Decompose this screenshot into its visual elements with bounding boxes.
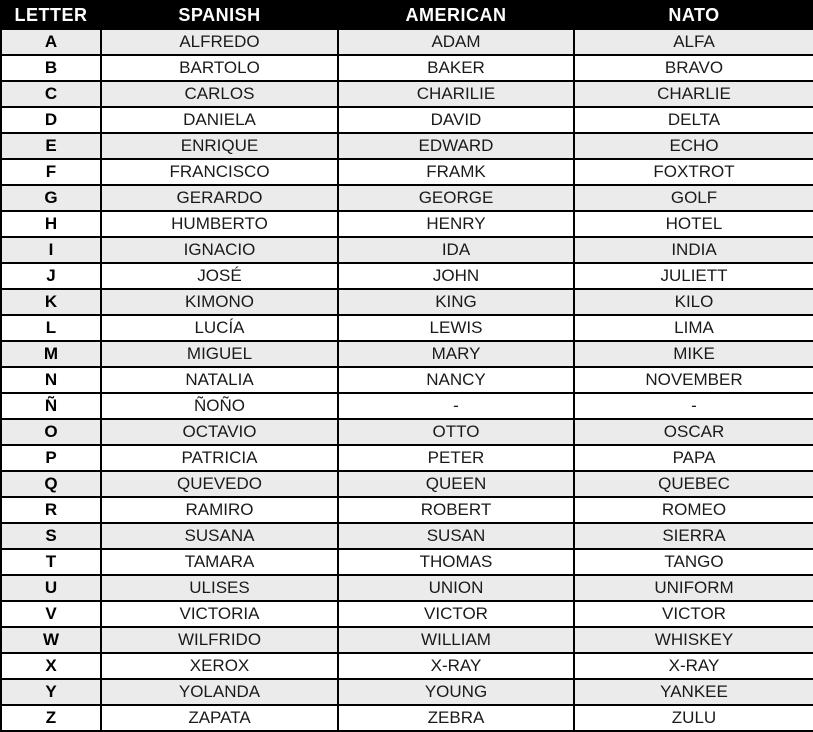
spanish-cell: GERARDO — [101, 185, 338, 211]
spanish-cell: ALFREDO — [101, 29, 338, 55]
nato-cell: JULIETT — [574, 263, 813, 289]
american-cell: UNION — [338, 575, 574, 601]
letter-cell: R — [1, 497, 101, 523]
table-row — [1, 263, 813, 289]
american-cell: WILLIAM — [338, 627, 574, 653]
nato-cell: LIMA — [574, 315, 813, 341]
table-row — [1, 575, 813, 601]
spanish-cell: HUMBERTO — [101, 211, 338, 237]
american-cell: SUSAN — [338, 523, 574, 549]
american-cell: OTTO — [338, 419, 574, 445]
table-row — [1, 601, 813, 627]
table-row — [1, 81, 813, 107]
nato-cell: BRAVO — [574, 55, 813, 81]
nato-cell: ZULU — [574, 705, 813, 731]
american-cell: LEWIS — [338, 315, 574, 341]
american-cell: VICTOR — [338, 601, 574, 627]
spanish-cell: KIMONO — [101, 289, 338, 315]
letter-cell: E — [1, 133, 101, 159]
nato-cell: - — [574, 393, 813, 419]
spanish-cell: MIGUEL — [101, 341, 338, 367]
spanish-cell: ENRIQUE — [101, 133, 338, 159]
letter-cell: L — [1, 315, 101, 341]
table-row — [1, 653, 813, 679]
letter-cell: D — [1, 107, 101, 133]
letter-cell: O — [1, 419, 101, 445]
spanish-cell: NATALIA — [101, 367, 338, 393]
american-cell: NANCY — [338, 367, 574, 393]
table-row — [1, 289, 813, 315]
table-row — [1, 211, 813, 237]
table-row — [1, 705, 813, 731]
table-row — [1, 107, 813, 133]
letter-cell: U — [1, 575, 101, 601]
table-row — [1, 159, 813, 185]
american-cell: KING — [338, 289, 574, 315]
spanish-cell: ÑOÑO — [101, 393, 338, 419]
column-header-letter: LETTER — [1, 1, 101, 29]
letter-cell: K — [1, 289, 101, 315]
nato-cell: ROMEO — [574, 497, 813, 523]
spanish-cell: YOLANDA — [101, 679, 338, 705]
table-header — [1, 1, 813, 29]
spanish-cell: FRANCISCO — [101, 159, 338, 185]
spanish-cell: WILFRIDO — [101, 627, 338, 653]
nato-cell: DELTA — [574, 107, 813, 133]
spanish-cell: XEROX — [101, 653, 338, 679]
letter-cell: Z — [1, 705, 101, 731]
spanish-cell: DANIELA — [101, 107, 338, 133]
american-cell: PETER — [338, 445, 574, 471]
nato-cell: GOLF — [574, 185, 813, 211]
letter-cell: N — [1, 367, 101, 393]
american-cell: THOMAS — [338, 549, 574, 575]
spanish-cell: ZAPATA — [101, 705, 338, 731]
table-row — [1, 133, 813, 159]
table-row — [1, 341, 813, 367]
nato-cell: INDIA — [574, 237, 813, 263]
nato-cell: PAPA — [574, 445, 813, 471]
letter-cell: F — [1, 159, 101, 185]
nato-cell: FOXTROT — [574, 159, 813, 185]
american-cell: JOHN — [338, 263, 574, 289]
nato-cell: SIERRA — [574, 523, 813, 549]
table-row — [1, 627, 813, 653]
letter-cell: C — [1, 81, 101, 107]
nato-cell: TANGO — [574, 549, 813, 575]
letter-cell: A — [1, 29, 101, 55]
nato-cell: X-RAY — [574, 653, 813, 679]
header-row — [1, 1, 813, 29]
american-cell: CHARILIE — [338, 81, 574, 107]
american-cell: HENRY — [338, 211, 574, 237]
american-cell: GEORGE — [338, 185, 574, 211]
spanish-cell: RAMIRO — [101, 497, 338, 523]
letter-cell: Y — [1, 679, 101, 705]
letter-cell: S — [1, 523, 101, 549]
letter-cell: B — [1, 55, 101, 81]
nato-cell: HOTEL — [574, 211, 813, 237]
american-cell: IDA — [338, 237, 574, 263]
nato-cell: WHISKEY — [574, 627, 813, 653]
letter-cell: Q — [1, 471, 101, 497]
spanish-cell: IGNACIO — [101, 237, 338, 263]
letter-cell: T — [1, 549, 101, 575]
letter-cell: J — [1, 263, 101, 289]
table-row — [1, 419, 813, 445]
table-row — [1, 393, 813, 419]
nato-cell: YANKEE — [574, 679, 813, 705]
table-row — [1, 523, 813, 549]
nato-cell: KILO — [574, 289, 813, 315]
american-cell: MARY — [338, 341, 574, 367]
american-cell: EDWARD — [338, 133, 574, 159]
american-cell: FRAMK — [338, 159, 574, 185]
table-row — [1, 367, 813, 393]
american-cell: BAKER — [338, 55, 574, 81]
spanish-cell: OCTAVIO — [101, 419, 338, 445]
column-header-nato: NATO — [574, 1, 813, 29]
spanish-cell: BARTOLO — [101, 55, 338, 81]
spanish-cell: TAMARA — [101, 549, 338, 575]
nato-cell: ECHO — [574, 133, 813, 159]
nato-cell: ALFA — [574, 29, 813, 55]
spanish-cell: JOSÉ — [101, 263, 338, 289]
table-row — [1, 237, 813, 263]
table-row — [1, 185, 813, 211]
nato-cell: MIKE — [574, 341, 813, 367]
table-row — [1, 497, 813, 523]
american-cell: QUEEN — [338, 471, 574, 497]
table-row — [1, 549, 813, 575]
nato-cell: UNIFORM — [574, 575, 813, 601]
american-cell: ROBERT — [338, 497, 574, 523]
american-cell: DAVID — [338, 107, 574, 133]
table-row — [1, 445, 813, 471]
nato-cell: VICTOR — [574, 601, 813, 627]
table-body — [1, 29, 813, 731]
letter-cell: G — [1, 185, 101, 211]
table-row — [1, 679, 813, 705]
spanish-cell: PATRICIA — [101, 445, 338, 471]
spanish-cell: QUEVEDO — [101, 471, 338, 497]
letter-cell: X — [1, 653, 101, 679]
nato-cell: CHARLIE — [574, 81, 813, 107]
nato-cell: NOVEMBER — [574, 367, 813, 393]
letter-cell: I — [1, 237, 101, 263]
spanish-cell: VICTORIA — [101, 601, 338, 627]
column-header-american: AMERICAN — [338, 1, 574, 29]
spanish-cell: LUCÍA — [101, 315, 338, 341]
american-cell: YOUNG — [338, 679, 574, 705]
table-row — [1, 471, 813, 497]
american-cell: ZEBRA — [338, 705, 574, 731]
letter-cell: M — [1, 341, 101, 367]
nato-cell: OSCAR — [574, 419, 813, 445]
american-cell: - — [338, 393, 574, 419]
spanish-cell: CARLOS — [101, 81, 338, 107]
spanish-cell: SUSANA — [101, 523, 338, 549]
table-row — [1, 315, 813, 341]
letter-cell: H — [1, 211, 101, 237]
letter-cell: Ñ — [1, 393, 101, 419]
american-cell: ADAM — [338, 29, 574, 55]
letter-cell: V — [1, 601, 101, 627]
table-row — [1, 29, 813, 55]
spanish-cell: ULISES — [101, 575, 338, 601]
letter-cell: W — [1, 627, 101, 653]
column-header-spanish: SPANISH — [101, 1, 338, 29]
letter-cell: P — [1, 445, 101, 471]
table-row — [1, 55, 813, 81]
american-cell: X-RAY — [338, 653, 574, 679]
nato-cell: QUEBEC — [574, 471, 813, 497]
